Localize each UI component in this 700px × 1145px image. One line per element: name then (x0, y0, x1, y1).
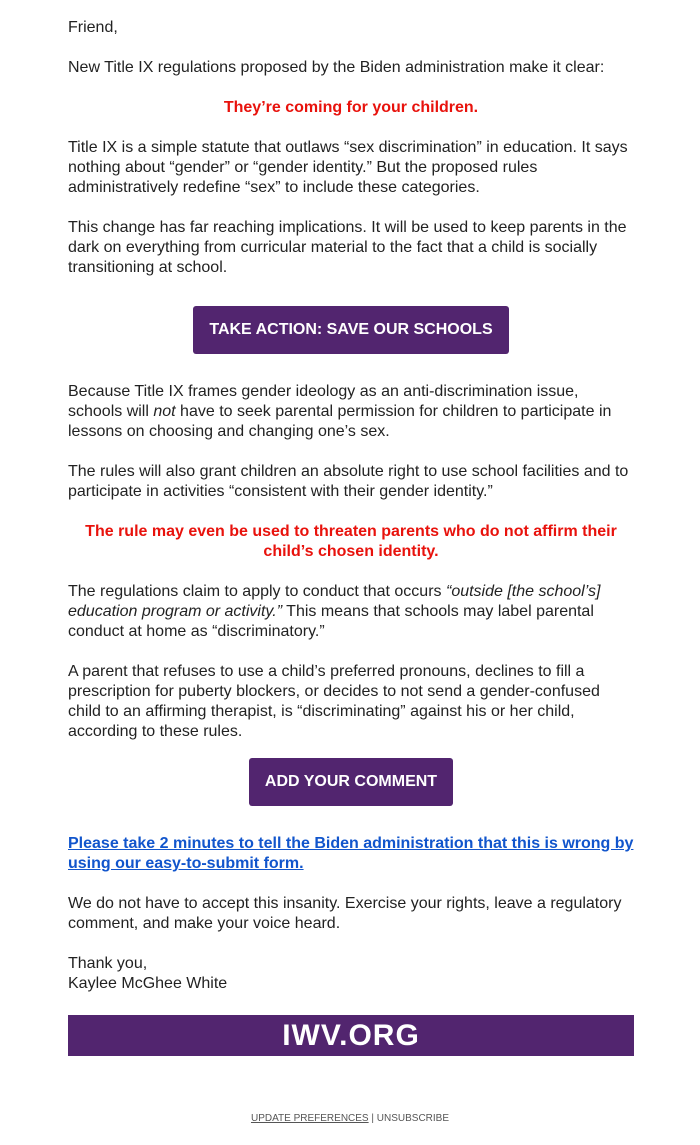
paragraph-conduct-a: The regulations claim to apply to conduct that occurs (68, 583, 446, 600)
paragraph-facilities: The rules will also grant children an absolute right to use school facilities and to participate in activities “consistent with their gender identity.” (68, 463, 629, 500)
paragraph-call-to-action: We do not have to accept this insanity. Exercise your rights, leave a regulatory comment, and make your voice heard. (68, 895, 622, 932)
comment-row (68, 758, 634, 806)
signature: Kaylee McGhee White (68, 975, 228, 992)
add-comment-button[interactable]: ADD YOUR COMMENT (249, 758, 453, 806)
signoff: Thank you, (68, 955, 148, 972)
paragraph-permission-a: Because Title IX frames gender ideology as an anti-discrimination issue, schools will (68, 383, 579, 420)
alert-threaten: The rule may even be used to threaten parents who do not affirm their child’s chosen identity. (85, 523, 617, 560)
paragraph-conduct-b: This means that schools may label parental conduct at home as “discriminatory.” (68, 603, 594, 640)
paragraph-permission-b: have to seek parental permission for children to participate in lessons on choosing and changing one’s sex. (68, 403, 612, 440)
iwv-banner[interactable]: IWV.ORG (68, 1015, 634, 1056)
paragraph-implications: This change has far reaching implications. It will be used to keep parents in the dark on everything from curricular material to the fact that a child is socially transitioning at school. (68, 219, 627, 276)
alert-headline: They’re coming for your children. (223, 99, 479, 116)
email-body (68, 18, 634, 1056)
paragraph-conduct-quote: “outside [the school’s] education program or activity.” (68, 583, 601, 620)
paragraph-conduct (68, 582, 634, 642)
cta-row (68, 306, 634, 354)
update-preferences-link[interactable]: UPDATE PREFERENCES (250, 1113, 369, 1124)
comment-form-link[interactable]: Please take 2 minutes to tell the Biden administration that this is wrong by using our easy-to-submit form. (68, 835, 634, 872)
footer-separator: | (368, 1113, 377, 1124)
paragraph-parent: A parent that refuses to use a child’s preferred pronouns, declines to fill a prescription for puberty blockers, or decides to not send a gender-confused child to an affirming therapist, is “discriminating” against his or her child, according to these rules. (68, 663, 600, 740)
unsubscribe-link[interactable]: UNSUBSCRIBE (376, 1113, 450, 1124)
comment-link-paragraph (68, 834, 634, 874)
take-action-button[interactable]: TAKE ACTION: SAVE OUR SCHOOLS (193, 306, 508, 354)
greeting: Friend, (68, 19, 118, 36)
intro-text: New Title IX regulations proposed by the Biden administration make it clear: (68, 59, 605, 76)
paragraph-title-ix: Title IX is a simple statute that outlaws “sex discrimination” in education. It says nothing about “gender” or “gender identity.” But the proposed rules administratively redefine “sex” to include these categories. (68, 139, 628, 196)
email-footer (0, 1113, 700, 1125)
paragraph-permission-emphasis: not (153, 403, 176, 420)
paragraph-permission (68, 382, 634, 442)
